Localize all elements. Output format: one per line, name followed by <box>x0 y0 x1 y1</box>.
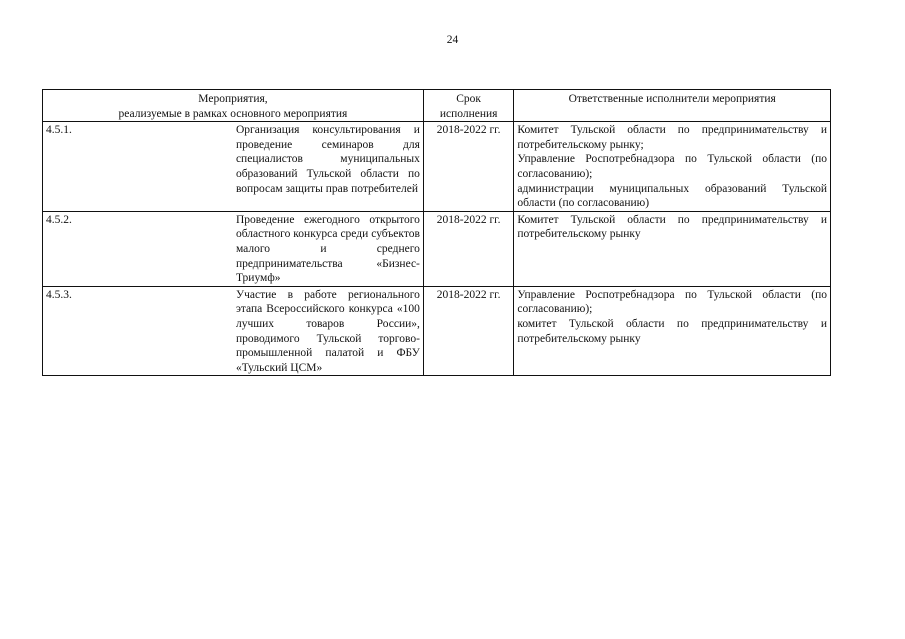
row-responsible <box>514 211 831 286</box>
row-term: 2018-2022 гг. <box>423 286 513 376</box>
row-term: 2018-2022 гг. <box>423 211 513 286</box>
row-responsible <box>514 122 831 212</box>
header-measures <box>43 90 424 122</box>
row-measure-name: Проведение ежегодного открытого областного конкурса среди субъектов малого и среднего предпринимательства «Бизнес-Триумф» <box>233 211 423 286</box>
responsible-line: Управление Роспотребнадзора по Тульской области (по согласованию); <box>517 288 827 316</box>
header-term-line2: исполнения <box>439 107 498 120</box>
table-header-row <box>43 90 831 122</box>
page-number: 24 <box>446 34 459 46</box>
responsible-line: Управление Роспотребнадзора по Тульской области (по согласованию); <box>517 153 827 180</box>
table-row <box>43 211 831 286</box>
table-row <box>43 122 831 212</box>
row-number: 4.5.3. <box>43 286 233 376</box>
responsible-line: комитет Тульской области по предпринимательству и потребительскому рынку <box>517 317 827 345</box>
header-term-line1: Срок <box>456 93 482 105</box>
responsible-line: Комитет Тульской области по предпринимательству и потребительскому рынку; <box>517 124 827 151</box>
table-row <box>43 286 831 376</box>
row-measure-name: Участие в работе регионального этапа Всероссийского конкурса «100 лучших товаров России», проводимого Тульской торгово-промышленной палатой и ФБУ «Тульский ЦСМ» <box>233 286 423 376</box>
responsible-line: Комитет Тульской области по предпринимательству и потребительскому рынку <box>517 213 827 241</box>
row-number: 4.5.2. <box>43 211 233 286</box>
responsible-line: администрации муниципальных образований Тульской области (по согласованию) <box>517 182 827 210</box>
header-measures-line2: реализуемые в рамках основного мероприятия <box>118 107 348 120</box>
header-measures-line1: Мероприятия, <box>198 93 268 105</box>
row-number: 4.5.1. <box>43 122 233 212</box>
row-responsible <box>514 286 831 376</box>
measures-table <box>42 89 831 376</box>
row-term: 2018-2022 гг. <box>423 122 513 212</box>
header-term <box>423 90 513 122</box>
row-measure-name: Организация консультирования и проведение семинаров для специалистов муниципальных образований Тульской области по вопросам защиты прав потребителей <box>233 122 423 212</box>
header-responsible: Ответственные исполнители мероприятия <box>514 90 831 122</box>
